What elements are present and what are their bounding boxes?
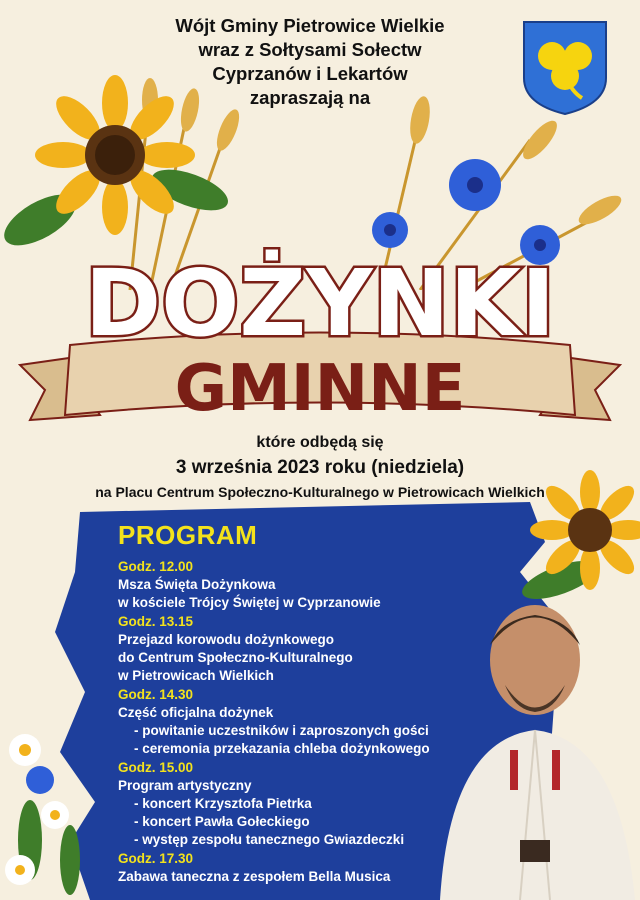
program-section (118, 520, 430, 886)
event-date: 3 września 2023 roku (niedziela) (175, 457, 465, 478)
daisy-cornflower-decoration-left (0, 720, 110, 900)
program-line: Zabawa taneczna z zespołem Bella Musica (118, 869, 391, 884)
program-entry (118, 758, 430, 849)
sunflower-decoration-right (520, 470, 640, 610)
program-line: - koncert Krzysztofa Pietrka (134, 796, 312, 811)
program-line: Przejazd korowodu dożynkowego (118, 632, 335, 647)
program-line: do Centrum Społeczno-Kulturalnego (118, 650, 353, 665)
event-place: na Placu Centrum Społeczno-Kulturalnego w Pietrowicach Wielkich (95, 484, 545, 500)
program-time: Godz. 17.30 (118, 851, 194, 866)
program-time: Godz. 12.00 (118, 559, 194, 574)
program-line: Część oficjalna dożynek (118, 705, 274, 720)
program-entry (118, 685, 430, 758)
event-intro: które odbędą się (256, 434, 384, 451)
program-line: - występ zespołu tanecznego Gwiazdeczki (134, 832, 405, 847)
program-entry (118, 557, 430, 612)
program-time: Godz. 15.00 (118, 760, 194, 775)
coat-of-arms-icon (522, 20, 608, 116)
program-line: w kościele Trójcy Świętej w Cyprzanowie (118, 595, 381, 610)
program-time: Godz. 14.30 (118, 687, 194, 702)
program-line: - powitanie uczestników i zaproszonych gości (134, 723, 429, 738)
heading-line: Cyprzanów i Lekartów (212, 63, 408, 84)
program-title: PROGRAM (118, 520, 258, 550)
event-title (0, 240, 640, 440)
heading-line: wraz z Sołtysami Sołectw (198, 39, 422, 60)
program-line: - ceremonia przekazania chleba dożynkowego (134, 741, 430, 756)
program-entry (118, 612, 430, 685)
heading-line: zapraszają na (249, 87, 371, 108)
title-line-2: GMINNE (174, 352, 466, 426)
program-time: Godz. 13.15 (118, 614, 194, 629)
program-line: - koncert Pawła Gołeckiego (134, 814, 310, 829)
invitation-heading (110, 14, 510, 110)
program-entry (118, 849, 430, 886)
program-line: w Pietrowicach Wielkich (118, 668, 274, 683)
heading-line: Wójt Gminy Pietrowice Wielkie (175, 15, 445, 36)
title-line-1: DOŻYNKI (84, 250, 556, 357)
performer-photo (430, 590, 640, 900)
program-line: Msza Święta Dożynkowa (118, 577, 276, 592)
program-line: Program artystyczny (118, 778, 252, 793)
